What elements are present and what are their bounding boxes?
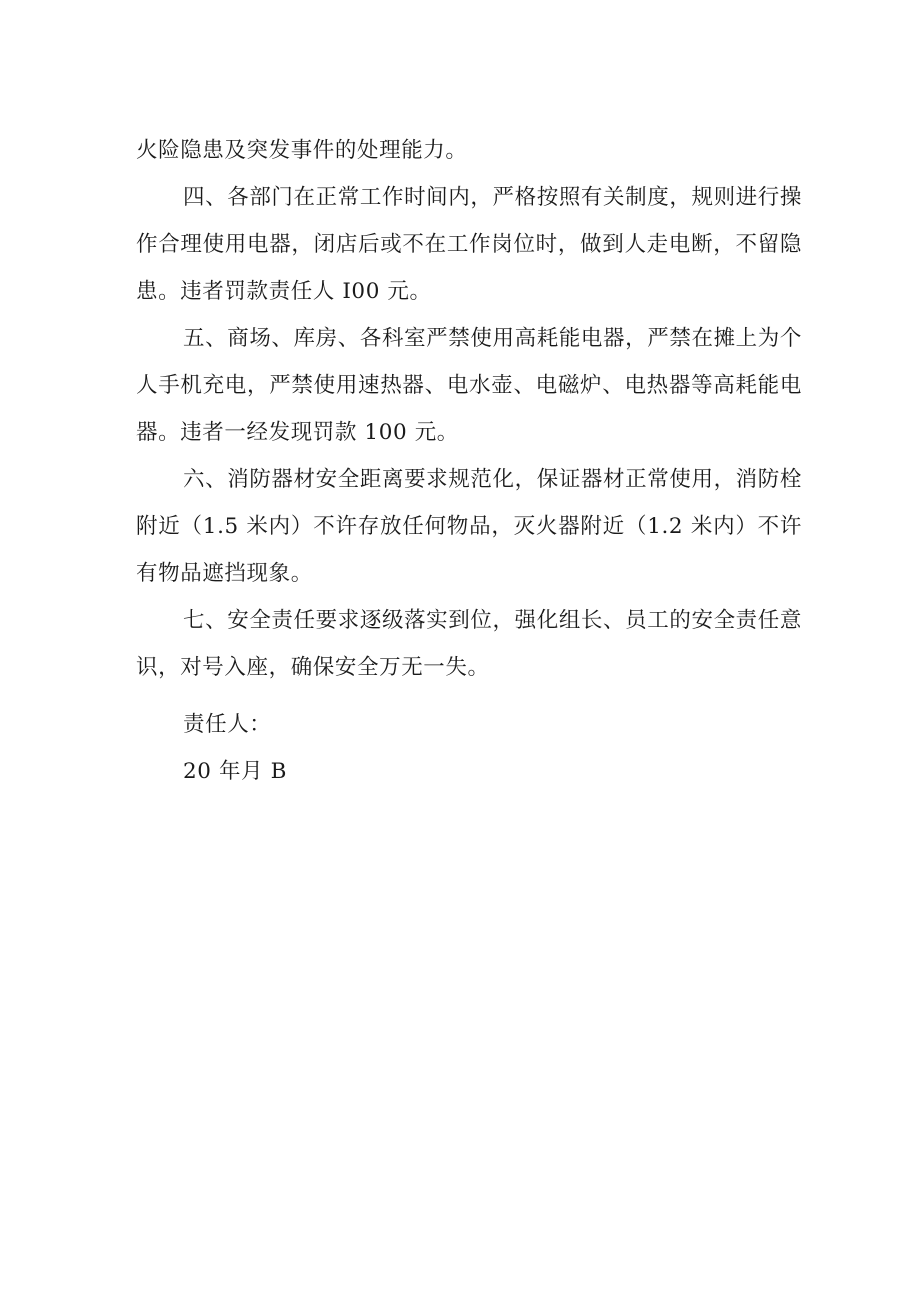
paragraph-item-5: 五、商场、库房、各科室严禁使用高耗能电器，严禁在摊上为个人手机充电，严禁使用速热器、电水壶、电磁炉、电热器等高耗能电器。违者一经发现罚款 100 元。 — [136, 326, 802, 445]
document-body — [136, 127, 802, 795]
paragraph-continuation: 火险隐患及突发事件的处理能力。 — [136, 138, 468, 163]
paragraph-item-4: 四、各部门在正常工作时间内，严格按照有关制度，规则进行操作合理使用电器，闭店后或不在工作岗位时，做到人走电断，不留隐患。违者罚款责任人 I00 元。 — [136, 185, 802, 304]
paragraph-item-6: 六、消防器材安全距离要求规范化，保证器材正常使用，消防栓附近（1.5 米内）不许存放任何物品，灭火器附近（1.2 米内）不许有物品遮挡现象。 — [136, 467, 802, 586]
responsible-person-label: 责任人： — [183, 712, 272, 737]
paragraph-item-7: 七、安全责任要求逐级落实到位，强化组长、员工的安全责任意识，对号入座，确保安全万无一失。 — [136, 608, 802, 680]
date-line: 20 年月 B — [183, 759, 288, 784]
